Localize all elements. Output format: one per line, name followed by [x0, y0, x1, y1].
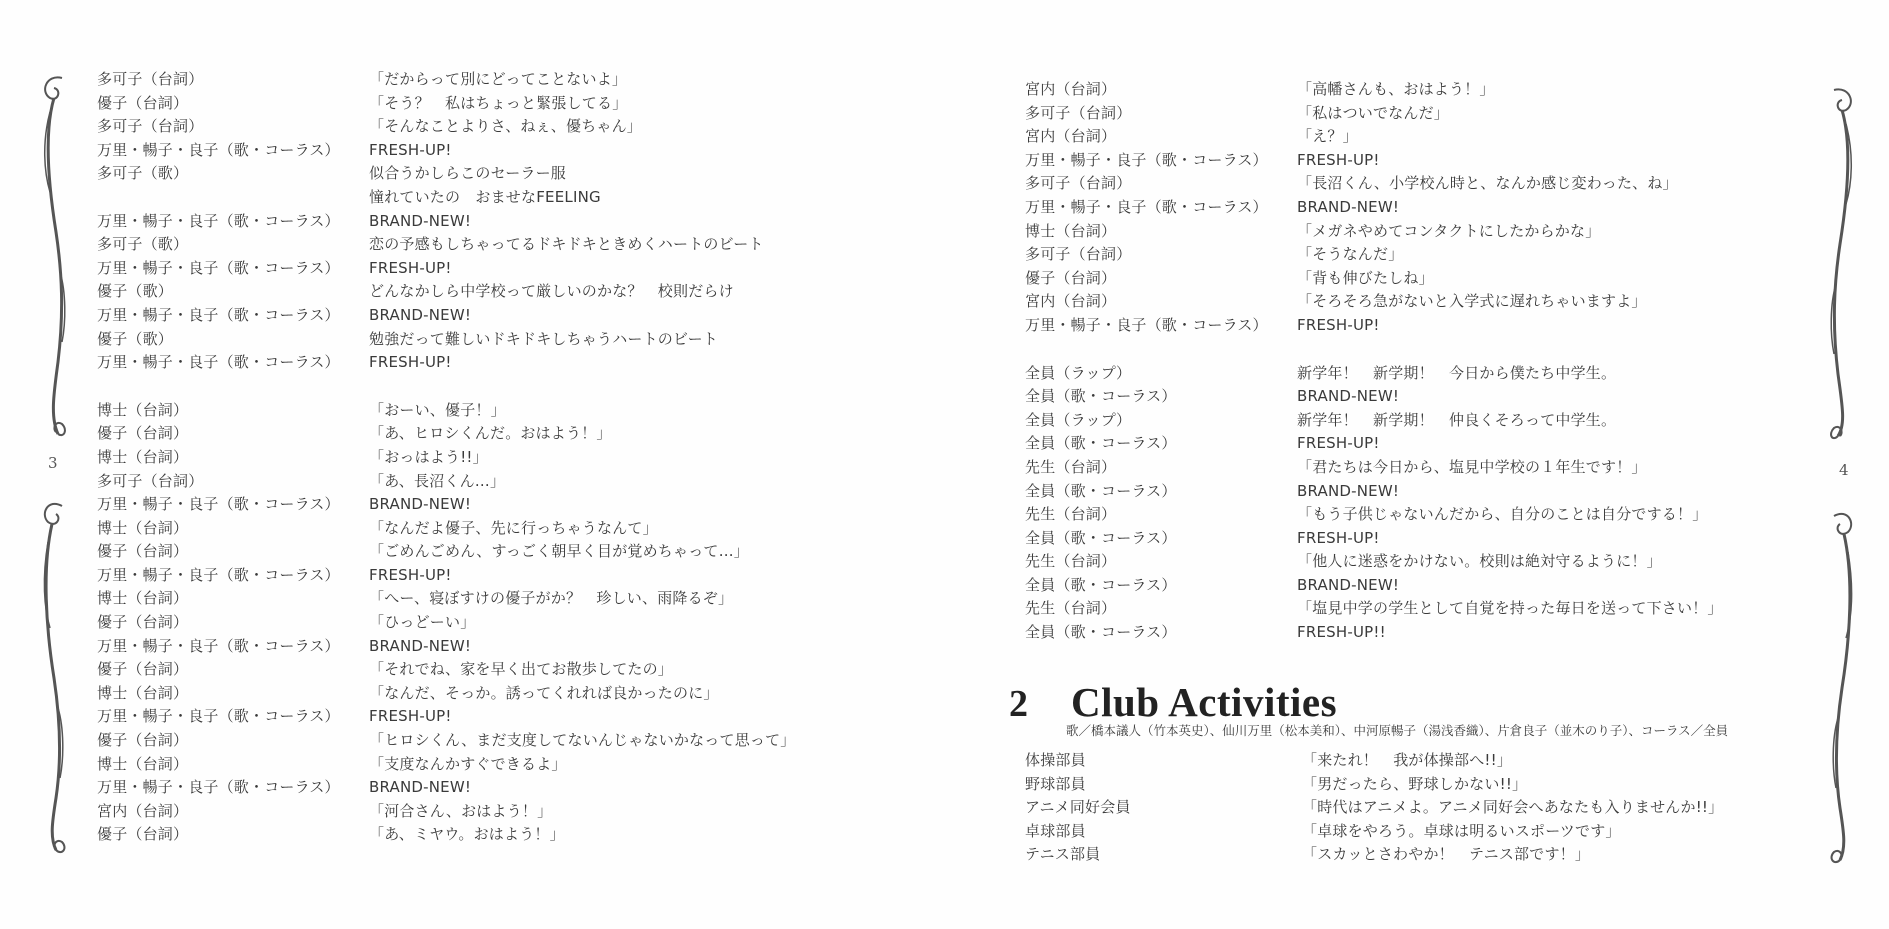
line-speaker: 万里・暢子・良子（歌・コーラス）	[97, 305, 340, 324]
line-speaker: 博士（台詞）	[97, 683, 189, 702]
lyric-line	[97, 162, 796, 186]
line-text: 「あ、ヒロシくんだ。おはよう！」	[369, 424, 612, 443]
line-text: 「君たちは今日から、塩見中学校の１年生です！」	[1297, 457, 1647, 476]
line-speaker: 万里・暢子・良子（歌・コーラス）	[97, 778, 340, 797]
line-text: 新学年！ 新学期！ 今日から僕たち中学生。	[1297, 363, 1617, 382]
song-number: 2	[1009, 683, 1028, 725]
line-speaker: 宮内（台詞）	[1025, 292, 1117, 311]
line-text: 「なんだ、そっか。誘ってくれれば良かったのに」	[369, 683, 719, 702]
line-speaker: 全員（ラップ）	[1025, 363, 1132, 382]
lyric-line	[97, 470, 796, 494]
line-text: BRAND-NEW!	[369, 778, 472, 797]
line-text: 「あ、ミヤウ。おはよう！」	[369, 825, 565, 844]
lyric-line	[1025, 503, 1723, 527]
line-speaker: 万里・暢子・良子（歌・コーラス）	[97, 211, 340, 230]
lyric-line	[97, 422, 796, 446]
lyric-line	[1025, 749, 1723, 773]
line-text: 「なんだよ優子、先に行っちゃうなんて」	[369, 518, 658, 537]
line-speaker: 優子（台詞）	[97, 660, 189, 679]
line-speaker: 全員（歌・コーラス）	[1025, 481, 1177, 500]
right-lyrics-list	[1025, 78, 1723, 645]
lyric-line	[1025, 125, 1723, 149]
line-text: 「時代はアニメよ。アニメ同好会へあなたも入りませんか!!」	[1302, 798, 1724, 817]
lyric-line	[97, 823, 796, 847]
line-text: 「もう子供じゃないんだから、自分のことは自分でする！」	[1297, 505, 1708, 524]
line-text: FRESH-UP!	[369, 258, 452, 277]
lyric-line	[97, 729, 796, 753]
line-text: BRAND-NEW!	[1297, 197, 1400, 216]
lyric-line	[97, 682, 796, 706]
lyric-line	[97, 139, 796, 163]
page-number-right: 4	[1839, 461, 1849, 479]
lyric-line	[97, 493, 796, 517]
line-text: 「おーい、優子！」	[369, 400, 506, 419]
lyric-line	[1025, 102, 1723, 126]
line-speaker: 万里・暢子・良子（歌・コーラス）	[97, 140, 340, 159]
line-speaker: 先生（台詞）	[1025, 552, 1117, 571]
line-speaker: 博士（台詞）	[97, 589, 189, 608]
lyric-line	[1025, 843, 1723, 867]
line-text: 「そんなことよりさ、ねぇ、優ちゃん」	[369, 117, 643, 136]
lyric-line	[97, 800, 796, 824]
line-speaker: 優子（台詞）	[97, 542, 189, 561]
song-credits: 歌／橋本議人（竹本英史）、仙川万里（松本美和）、中河原暢子（湯浅香織）、片倉良子（並木のり子）、コーラス／全員	[1066, 723, 1729, 738]
line-speaker: 全員（歌・コーラス）	[1025, 528, 1177, 547]
line-speaker: 宮内（台詞）	[1025, 127, 1117, 146]
line-speaker: 優子（台詞）	[97, 825, 189, 844]
lyric-line	[1025, 550, 1723, 574]
line-text: 「そろそろ急がないと入学式に遅れちゃいますよ」	[1297, 292, 1647, 311]
line-speaker: 優子（台詞）	[97, 93, 189, 112]
line-speaker: 万里・暢子・良子（歌・コーラス）	[97, 636, 340, 655]
line-speaker: 多可子（歌）	[97, 164, 189, 183]
line-speaker: 万里・暢子・良子（歌・コーラス）	[1025, 315, 1268, 334]
line-speaker: アニメ同好会員	[1025, 798, 1131, 817]
song-title: Club Activities	[1071, 679, 1338, 725]
line-text: FRESH-UP!!	[1297, 623, 1386, 642]
lyric-line	[97, 304, 796, 328]
line-speaker: 博士（台詞）	[97, 400, 189, 419]
line-speaker: 多可子（台詞）	[1025, 245, 1132, 264]
lyric-line	[97, 611, 796, 635]
line-speaker: 多可子（台詞）	[97, 117, 204, 136]
line-speaker: 多可子（台詞）	[97, 471, 204, 490]
lyric-line	[1025, 574, 1723, 598]
line-speaker: 卓球部員	[1025, 821, 1086, 840]
line-text: FRESH-UP!	[369, 565, 452, 584]
lyric-line	[1025, 149, 1723, 173]
line-text: どんなかしら中学校って厳しいのかな？ 校則だらけ	[369, 282, 734, 301]
left-lyrics-list	[97, 68, 796, 847]
lyric-line	[1025, 432, 1723, 456]
line-text: 「へー、寝ぼすけの優子がか？ 珍しい、雨降るぞ」	[369, 589, 734, 608]
line-speaker: 体操部員	[1025, 751, 1086, 769]
line-speaker: 万里・暢子・良子（歌・コーラス）	[97, 707, 340, 726]
song-heading	[1009, 678, 1337, 726]
lyric-line	[1025, 290, 1723, 314]
line-text: 「スカッとさわやか！ テニス部です！」	[1302, 845, 1591, 864]
line-text: 「そうなんだ」	[1297, 245, 1404, 264]
lyric-line	[97, 776, 796, 800]
line-text: FRESH-UP!	[1297, 528, 1380, 547]
line-text: 「男だったら、野球しかない!!」	[1302, 774, 1528, 793]
line-speaker	[97, 375, 369, 399]
line-speaker: 先生（台詞）	[1025, 599, 1117, 618]
lyric-line	[97, 517, 796, 541]
line-speaker	[97, 186, 369, 210]
line-text: BRAND-NEW!	[1297, 575, 1400, 594]
lyric-line	[1025, 243, 1723, 267]
lyric-line	[97, 446, 796, 470]
lyric-line	[1025, 78, 1723, 102]
lyric-line	[97, 351, 796, 375]
line-text: 「それでね、家を早く出てお散歩してたの」	[369, 660, 674, 679]
lyric-line	[1025, 621, 1723, 645]
line-text: 「塩見中学の学生として自覚を持った毎日を送って下さい！」	[1297, 599, 1723, 618]
line-speaker	[1025, 338, 1297, 362]
line-text: 「ひっどーい」	[369, 613, 476, 632]
lyric-line	[1025, 338, 1723, 362]
line-speaker: テニス部員	[1025, 845, 1101, 864]
line-text: 憧れていたの おませなFEELING	[369, 187, 601, 206]
line-text: BRAND-NEW!	[369, 495, 472, 514]
line-text: 「ヒロシくん、まだ支度してないんじゃないかなって思って」	[369, 731, 796, 750]
line-text: FRESH-UP!	[369, 140, 452, 159]
lyric-line	[97, 635, 796, 659]
lyric-line	[97, 68, 796, 92]
line-text: FRESH-UP!	[369, 353, 452, 372]
line-speaker: 優子（歌）	[97, 282, 174, 301]
line-text: 「他人に迷惑をかけない。校則は絶対守るように！」	[1297, 552, 1662, 571]
lyric-line	[97, 587, 796, 611]
lyric-line	[1025, 796, 1723, 820]
lyric-line	[1025, 314, 1723, 338]
line-speaker: 全員（歌・コーラス）	[1025, 575, 1177, 594]
line-speaker: 博士（台詞）	[97, 754, 189, 773]
line-speaker: 先生（台詞）	[1025, 505, 1117, 524]
line-text: 「そう？ 私はちょっと緊張してる」	[369, 93, 628, 112]
line-speaker: 万里・暢子・良子（歌・コーラス）	[1025, 150, 1268, 169]
lyric-line	[97, 280, 796, 304]
line-text: 「え？」	[1297, 127, 1358, 146]
lyric-line	[1025, 820, 1723, 844]
line-speaker: 万里・暢子・良子（歌・コーラス）	[97, 353, 340, 372]
club-lyrics-list	[1025, 749, 1723, 867]
line-speaker: 優子（台詞）	[97, 731, 189, 750]
line-text: BRAND-NEW!	[1297, 481, 1400, 500]
lyric-line	[1025, 409, 1723, 433]
lyric-line	[1025, 267, 1723, 291]
line-text: 「支度なんかすぐできるよ」	[369, 754, 567, 773]
lyric-line	[97, 540, 796, 564]
line-text: 「おっはよう!!」	[369, 447, 488, 466]
lyric-line	[1025, 362, 1723, 386]
lyric-line	[97, 375, 796, 399]
lyric-line	[97, 210, 796, 234]
line-text: 「高幡さんも、おはよう！」	[1297, 80, 1495, 98]
line-speaker: 宮内（台詞）	[97, 801, 189, 820]
line-text: FRESH-UP!	[1297, 150, 1380, 169]
line-text: FRESH-UP!	[369, 707, 452, 726]
lyric-line	[97, 658, 796, 682]
line-text: 恋の予感もしちゃってるドキドキときめくハートのビート	[369, 235, 764, 254]
line-text: BRAND-NEW!	[369, 305, 472, 324]
line-speaker: 宮内（台詞）	[1025, 80, 1117, 98]
line-speaker: 万里・暢子・良子（歌・コーラス）	[97, 258, 340, 277]
line-speaker: 優子（台詞）	[97, 613, 189, 632]
line-speaker: 博士（台詞）	[97, 447, 189, 466]
line-text: 「河合さん、おはよう！」	[369, 801, 553, 820]
lyric-line	[1025, 597, 1723, 621]
lyric-line	[97, 564, 796, 588]
line-text: FRESH-UP!	[1297, 315, 1380, 334]
lyric-line	[97, 92, 796, 116]
lyric-line	[1025, 196, 1723, 220]
line-text: BRAND-NEW!	[369, 211, 472, 230]
line-speaker: 優子（台詞）	[1025, 268, 1117, 287]
line-text: 「だからって別にどってことないよ」	[369, 70, 628, 88]
line-speaker: 全員（歌・コーラス）	[1025, 434, 1177, 453]
line-text: BRAND-NEW!	[1297, 387, 1400, 406]
lyric-line	[97, 115, 796, 139]
lyric-line	[1025, 172, 1723, 196]
left-page	[0, 0, 944, 929]
line-text: 似合うかしらこのセーラー服	[369, 164, 567, 183]
page-number-left: 3	[48, 454, 58, 472]
line-speaker: 全員（歌・コーラス）	[1025, 387, 1177, 406]
lyric-line	[1025, 385, 1723, 409]
line-text: BRAND-NEW!	[369, 636, 472, 655]
line-speaker: 多可子（歌）	[97, 235, 189, 254]
line-speaker: 万里・暢子・良子（歌・コーラス）	[97, 565, 340, 584]
line-speaker: 多可子（台詞）	[1025, 103, 1132, 122]
line-speaker: 博士（台詞）	[1025, 221, 1117, 240]
line-text: 「メガネやめてコンタクトにしたからかな」	[1297, 221, 1601, 240]
line-text: 「背も伸びたしね」	[1297, 268, 1434, 287]
line-text: 「来たれ！ 我が体操部へ!!」	[1302, 751, 1513, 769]
line-text: 勉強だって難しいドキドキしちゃうハートのビート	[369, 329, 719, 348]
line-speaker: 万里・暢子・良子（歌・コーラス）	[1025, 197, 1268, 216]
line-speaker: 優子（台詞）	[97, 424, 189, 443]
lyric-line	[1025, 480, 1723, 504]
lyric-line	[97, 753, 796, 777]
line-speaker: 全員（ラップ）	[1025, 410, 1132, 429]
lyric-line	[97, 705, 796, 729]
line-speaker: 先生（台詞）	[1025, 457, 1117, 476]
line-text: FRESH-UP!	[1297, 434, 1380, 453]
line-speaker: 多可子（台詞）	[97, 70, 204, 88]
line-text: 「私はついでなんだ」	[1297, 103, 1450, 122]
line-speaker: 万里・暢子・良子（歌・コーラス）	[97, 495, 340, 514]
line-text: 「あ、長沼くん…」	[369, 471, 506, 490]
lyric-line	[97, 399, 796, 423]
line-speaker: 多可子（台詞）	[1025, 174, 1132, 193]
lyric-line	[97, 328, 796, 352]
lyric-line	[1025, 220, 1723, 244]
lyric-line	[1025, 773, 1723, 797]
line-text: 新学年！ 新学期！ 仲良くそろって中学生。	[1297, 410, 1617, 429]
lyric-line	[97, 233, 796, 257]
lyric-line	[97, 186, 796, 210]
line-text: 「ごめんごめん、すっごく朝早く目が覚めちゃって…」	[369, 542, 750, 561]
lyric-line	[1025, 456, 1723, 480]
lyric-line	[97, 257, 796, 281]
lyric-line	[1025, 527, 1723, 551]
line-text: 「卓球をやろう。卓球は明るいスポーツです」	[1302, 821, 1621, 840]
line-speaker: 全員（歌・コーラス）	[1025, 623, 1177, 642]
line-text: 「長沼くん、小学校ん時と、なんか感じ変わった、ね」	[1297, 174, 1678, 193]
line-speaker: 優子（歌）	[97, 329, 174, 348]
line-speaker: 博士（台詞）	[97, 518, 189, 537]
line-speaker: 野球部員	[1025, 774, 1086, 793]
